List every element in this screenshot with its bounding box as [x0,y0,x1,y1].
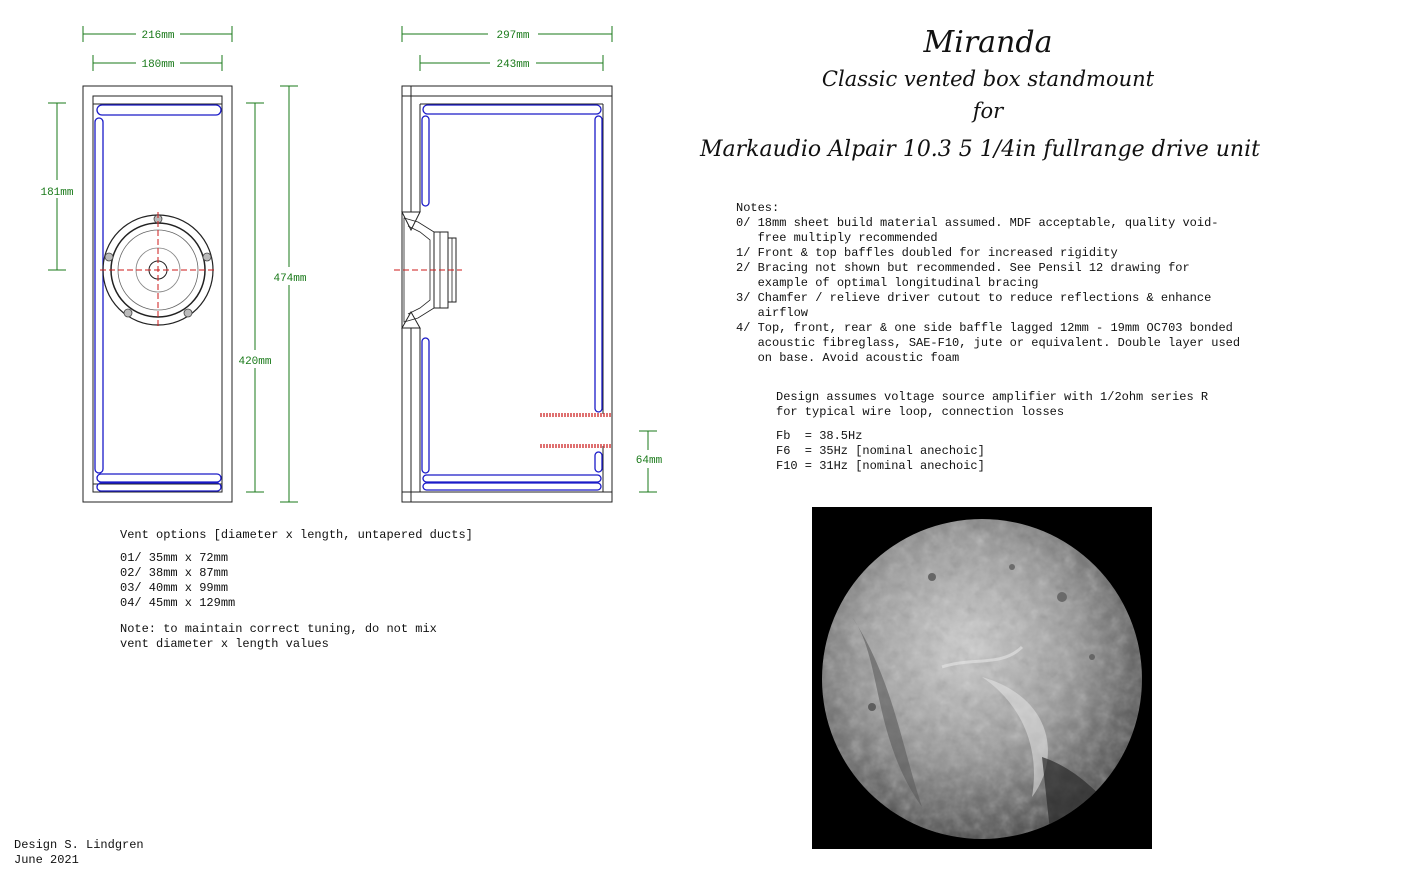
spec-fb: Fb = 38.5Hz [776,429,863,443]
credit-designer: Design S. Lindgren [14,838,144,852]
vent-heading: Vent options [diameter x length, untapered ducts] [120,528,473,542]
spec-f10: F10 = 31Hz [nominal anechoic] [776,459,985,473]
title-miranda: Miranda [923,25,1053,60]
dim-vent-height-label: 64mm [635,455,663,467]
vent-block [120,528,473,651]
notes-block [736,201,1240,365]
driver-side [394,218,462,322]
side-view [394,26,663,502]
dim-outer-width [83,26,232,42]
note-line: 4/ Top, front, rear & one side baffle lagged 12mm - 19mm OC703 bonded [736,321,1233,335]
credit-date: June 2021 [14,853,79,867]
dim-outer-height-label: 474mm [273,273,307,285]
vent-option: 02/ 38mm x 87mm [120,566,229,580]
design-line: Design assumes voltage source amplifier with 1/2ohm series R [776,390,1209,404]
dim-outer-height [273,86,306,502]
driver-front [100,212,216,328]
note-line: 1/ Front & top baffles doubled for increased rigidity [736,246,1118,260]
dim-inner-height-label: 420mm [238,356,272,368]
vent-tube [540,414,612,447]
dim-inner-width [93,55,222,71]
dim-outer-depth [402,26,612,42]
dim-driver-height [40,103,73,270]
dim-inner-depth-label: 243mm [496,59,530,71]
dim-outer-width-label: 216mm [141,30,175,42]
note-line: 2/ Bracing not shown but recommended. See Pensil 12 drawing for [736,261,1190,275]
side-lagging [422,105,602,490]
title-for: for [972,99,1004,123]
dim-driver-height-label: 181mm [40,187,74,199]
vent-note: Note: to maintain correct tuning, do not mix [120,622,437,636]
note-line: example of optimal longitudinal bracing [736,276,1039,290]
note-line: airflow [736,306,809,320]
spec-f6: F6 = 35Hz [nominal anechoic] [776,444,985,458]
dim-inner-height [238,103,271,492]
note-line: 3/ Chamfer / relieve driver cutout to reduce reflections & enhance [736,291,1212,305]
design-line: for typical wire loop, connection losses [776,405,1065,419]
front-view [40,26,306,502]
dim-inner-depth [420,55,603,71]
note-line: acoustic fibreglass, SAE-F10, jute or equivalent. Double layer used [736,336,1241,350]
credit-block [14,838,144,867]
vent-option: 03/ 40mm x 99mm [120,581,229,595]
title-block [699,25,1260,162]
note-line: on base. Avoid acoustic foam [736,351,960,365]
dim-inner-width-label: 180mm [141,59,175,71]
title-subtitle: Classic vented box standmount [821,67,1155,91]
vent-option: 01/ 35mm x 72mm [120,551,229,565]
note-line: free multiply recommended [736,231,938,245]
design-block [776,390,1208,473]
dim-vent-height [636,431,663,492]
dim-outer-depth-label: 297mm [496,30,530,42]
note-line: 0/ 18mm sheet build material assumed. MDF acceptable, quality void- [736,216,1219,230]
notes-heading: Notes: [736,201,780,215]
moon-image [812,507,1152,849]
vent-option: 04/ 45mm x 129mm [120,596,236,610]
title-driver: Markaudio Alpair 10.3 5 1/4in fullrange drive unit [700,137,1260,162]
vent-note: vent diameter x length values [120,637,329,651]
